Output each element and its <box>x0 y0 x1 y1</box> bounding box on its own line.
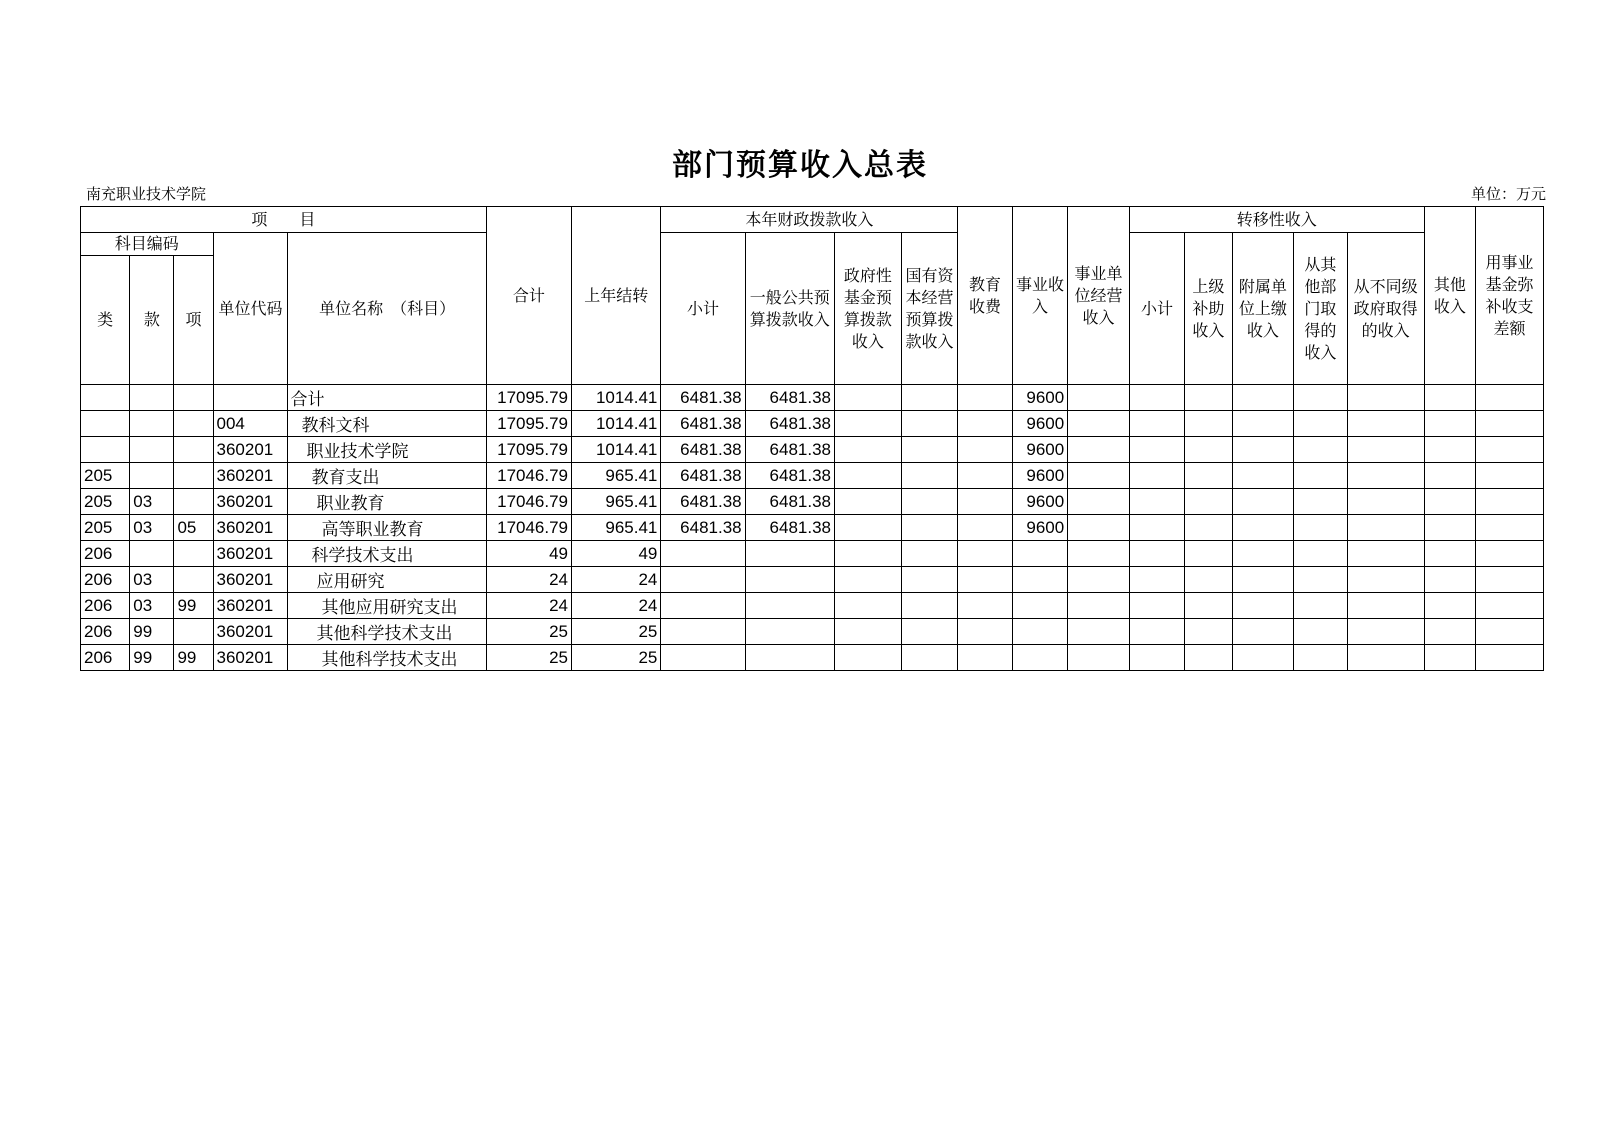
cell-gov <box>835 385 902 411</box>
cell-gov <box>835 593 902 619</box>
cell-tsub <box>1129 541 1184 567</box>
cell-sup <box>1185 385 1232 411</box>
header-other-level-gov: 从不同级政府取得的收入 <box>1347 233 1424 385</box>
cell-gen <box>745 645 834 671</box>
cell-fsub: 6481.38 <box>661 437 745 463</box>
cell-name: 其他应用研究支出 <box>288 593 486 619</box>
cell-gov <box>835 437 902 463</box>
cell-tsub <box>1129 567 1184 593</box>
cell-gov <box>835 463 902 489</box>
table-row <box>81 541 1544 567</box>
cell-total: 24 <box>486 593 571 619</box>
cell-total: 17095.79 <box>486 385 571 411</box>
cell-aff <box>1232 567 1294 593</box>
cell-gen: 6481.38 <box>745 437 834 463</box>
cell-state <box>901 619 958 645</box>
cell-ogov <box>1347 385 1424 411</box>
cell-xiang <box>174 567 213 593</box>
cell-biz: 9600 <box>1012 411 1067 437</box>
cell-other <box>1424 463 1475 489</box>
cell-tsub <box>1129 411 1184 437</box>
cell-carry: 49 <box>572 541 661 567</box>
header-edu-fee: 教育收费 <box>958 207 1012 385</box>
cell-gen: 6481.38 <box>745 463 834 489</box>
cell-edu <box>958 437 1012 463</box>
cell-total: 17046.79 <box>486 515 571 541</box>
table-body <box>81 385 1544 671</box>
cell-carry: 1014.41 <box>572 437 661 463</box>
header-gov-fund: 政府性基金预算拨款收入 <box>835 233 902 385</box>
table-row <box>81 437 1544 463</box>
cell-edu <box>958 385 1012 411</box>
cell-fsub: 6481.38 <box>661 489 745 515</box>
cell-oper <box>1068 411 1130 437</box>
cell-total: 49 <box>486 541 571 567</box>
cell-other <box>1424 593 1475 619</box>
cell-oper <box>1068 489 1130 515</box>
header-business-income: 事业收入 <box>1012 207 1067 385</box>
cell-edu <box>958 489 1012 515</box>
cell-sup <box>1185 567 1232 593</box>
cell-lei: 206 <box>81 541 130 567</box>
cell-odept <box>1294 437 1347 463</box>
cell-odept <box>1294 489 1347 515</box>
cell-fund <box>1476 385 1544 411</box>
cell-kuan <box>130 437 174 463</box>
cell-gov <box>835 411 902 437</box>
cell-code: 360201 <box>213 645 288 671</box>
cell-edu <box>958 567 1012 593</box>
cell-total: 17095.79 <box>486 411 571 437</box>
cell-name: 其他科学技术支出 <box>288 645 486 671</box>
cell-total: 25 <box>486 619 571 645</box>
table-row <box>81 567 1544 593</box>
cell-odept <box>1294 567 1347 593</box>
cell-aff <box>1232 619 1294 645</box>
cell-carry: 965.41 <box>572 489 661 515</box>
cell-gov <box>835 645 902 671</box>
cell-name: 应用研究 <box>288 567 486 593</box>
cell-kuan: 03 <box>130 567 174 593</box>
cell-other <box>1424 385 1475 411</box>
cell-fsub: 6481.38 <box>661 515 745 541</box>
cell-fsub <box>661 541 745 567</box>
cell-tsub <box>1129 489 1184 515</box>
cell-aff <box>1232 541 1294 567</box>
cell-sup <box>1185 541 1232 567</box>
cell-fsub: 6481.38 <box>661 463 745 489</box>
cell-gen <box>745 541 834 567</box>
cell-fund <box>1476 515 1544 541</box>
cell-odept <box>1294 411 1347 437</box>
cell-sup <box>1185 593 1232 619</box>
header-state-capital: 国有资本经营预算拨款收入 <box>901 233 958 385</box>
cell-other <box>1424 645 1475 671</box>
cell-xiang: 99 <box>174 593 213 619</box>
cell-xiang <box>174 619 213 645</box>
header-fiscal-group: 本年财政拨款收入 <box>661 207 958 233</box>
cell-other <box>1424 567 1475 593</box>
cell-kuan: 99 <box>130 619 174 645</box>
cell-code: 360201 <box>213 541 288 567</box>
cell-kuan <box>130 411 174 437</box>
cell-oper <box>1068 437 1130 463</box>
cell-biz <box>1012 645 1067 671</box>
cell-xiang <box>174 463 213 489</box>
table-row <box>81 645 1544 671</box>
table-row <box>81 619 1544 645</box>
cell-total: 24 <box>486 567 571 593</box>
cell-aff <box>1232 593 1294 619</box>
cell-code <box>213 385 288 411</box>
header-kuan: 款 <box>130 256 174 385</box>
cell-biz: 9600 <box>1012 385 1067 411</box>
cell-oper <box>1068 463 1130 489</box>
cell-lei: 205 <box>81 489 130 515</box>
cell-xiang <box>174 489 213 515</box>
cell-name: 职业技术学院 <box>288 437 486 463</box>
cell-name: 高等职业教育 <box>288 515 486 541</box>
cell-total: 17046.79 <box>486 489 571 515</box>
cell-gen <box>745 567 834 593</box>
cell-oper <box>1068 567 1130 593</box>
header-transfer-group: 转移性收入 <box>1129 207 1424 233</box>
cell-kuan: 03 <box>130 593 174 619</box>
cell-gen: 6481.38 <box>745 515 834 541</box>
cell-fund <box>1476 489 1544 515</box>
cell-lei: 205 <box>81 463 130 489</box>
cell-code: 360201 <box>213 619 288 645</box>
cell-carry: 24 <box>572 567 661 593</box>
table-row <box>81 593 1544 619</box>
cell-kuan <box>130 385 174 411</box>
cell-sup <box>1185 619 1232 645</box>
cell-other <box>1424 489 1475 515</box>
cell-oper <box>1068 385 1130 411</box>
cell-gen: 6481.38 <box>745 385 834 411</box>
cell-biz <box>1012 593 1067 619</box>
cell-xiang <box>174 437 213 463</box>
cell-state <box>901 515 958 541</box>
cell-state <box>901 489 958 515</box>
cell-biz: 9600 <box>1012 515 1067 541</box>
cell-other <box>1424 541 1475 567</box>
cell-odept <box>1294 593 1347 619</box>
cell-state <box>901 463 958 489</box>
cell-sup <box>1185 489 1232 515</box>
cell-tsub <box>1129 619 1184 645</box>
cell-state <box>901 567 958 593</box>
cell-gov <box>835 567 902 593</box>
cell-name: 合计 <box>288 385 486 411</box>
cell-gov <box>835 541 902 567</box>
cell-fund <box>1476 463 1544 489</box>
cell-aff <box>1232 489 1294 515</box>
cell-tsub <box>1129 593 1184 619</box>
cell-lei: 206 <box>81 567 130 593</box>
header-carryover: 上年结转 <box>572 207 661 385</box>
cell-kuan: 03 <box>130 489 174 515</box>
cell-gen <box>745 593 834 619</box>
cell-ogov <box>1347 411 1424 437</box>
cell-oper <box>1068 593 1130 619</box>
header-fund-balance: 用事业基金弥补收支差额 <box>1476 207 1544 385</box>
cell-gov <box>835 489 902 515</box>
table-row <box>81 463 1544 489</box>
unit-label: 单位：万元 <box>1470 185 1546 203</box>
cell-xiang <box>174 541 213 567</box>
cell-code: 360201 <box>213 593 288 619</box>
header-other-income: 其他收入 <box>1424 207 1475 385</box>
cell-xiang <box>174 411 213 437</box>
cell-lei: 206 <box>81 645 130 671</box>
cell-oper <box>1068 541 1130 567</box>
cell-sup <box>1185 437 1232 463</box>
header-item: 项 目 <box>81 207 487 233</box>
cell-kuan <box>130 463 174 489</box>
cell-aff <box>1232 385 1294 411</box>
cell-sup <box>1185 411 1232 437</box>
cell-edu <box>958 645 1012 671</box>
cell-gen: 6481.38 <box>745 489 834 515</box>
header-affiliated-payment: 附属单位上缴收入 <box>1232 233 1294 385</box>
budget-income-table <box>80 206 1544 671</box>
cell-kuan: 03 <box>130 515 174 541</box>
cell-fund <box>1476 619 1544 645</box>
header-other-dept: 从其他部门取得的收入 <box>1294 233 1347 385</box>
cell-odept <box>1294 515 1347 541</box>
cell-carry: 1014.41 <box>572 411 661 437</box>
cell-tsub <box>1129 463 1184 489</box>
cell-ogov <box>1347 541 1424 567</box>
cell-other <box>1424 437 1475 463</box>
cell-biz <box>1012 567 1067 593</box>
cell-biz: 9600 <box>1012 489 1067 515</box>
cell-biz <box>1012 619 1067 645</box>
cell-carry: 1014.41 <box>572 385 661 411</box>
table-row <box>81 489 1544 515</box>
cell-aff <box>1232 463 1294 489</box>
cell-fsub <box>661 619 745 645</box>
header-fiscal-subtotal: 小计 <box>661 233 745 385</box>
cell-edu <box>958 463 1012 489</box>
cell-fund <box>1476 541 1544 567</box>
cell-fund <box>1476 411 1544 437</box>
cell-lei: 206 <box>81 619 130 645</box>
table-row <box>81 515 1544 541</box>
cell-state <box>901 645 958 671</box>
cell-lei <box>81 411 130 437</box>
cell-xiang <box>174 385 213 411</box>
cell-total: 17046.79 <box>486 463 571 489</box>
cell-fund <box>1476 645 1544 671</box>
cell-odept <box>1294 541 1347 567</box>
cell-name: 职业教育 <box>288 489 486 515</box>
cell-gen <box>745 619 834 645</box>
cell-xiang: 05 <box>174 515 213 541</box>
cell-total: 17095.79 <box>486 437 571 463</box>
cell-fsub: 6481.38 <box>661 411 745 437</box>
cell-oper <box>1068 515 1130 541</box>
cell-xiang: 99 <box>174 645 213 671</box>
cell-biz: 9600 <box>1012 437 1067 463</box>
cell-gen: 6481.38 <box>745 411 834 437</box>
cell-total: 25 <box>486 645 571 671</box>
cell-fsub: 6481.38 <box>661 385 745 411</box>
cell-aff <box>1232 437 1294 463</box>
header-lei: 类 <box>81 256 130 385</box>
cell-odept <box>1294 645 1347 671</box>
cell-state <box>901 541 958 567</box>
cell-ogov <box>1347 489 1424 515</box>
cell-kuan: 99 <box>130 645 174 671</box>
cell-carry: 965.41 <box>572 463 661 489</box>
cell-ogov <box>1347 515 1424 541</box>
cell-tsub <box>1129 515 1184 541</box>
table-row <box>81 411 1544 437</box>
cell-edu <box>958 411 1012 437</box>
cell-sup <box>1185 463 1232 489</box>
cell-edu <box>958 515 1012 541</box>
organization-name: 南充职业技术学院 <box>86 185 207 203</box>
cell-aff <box>1232 515 1294 541</box>
cell-tsub <box>1129 645 1184 671</box>
cell-ogov <box>1347 463 1424 489</box>
cell-lei <box>81 385 130 411</box>
cell-code: 360201 <box>213 437 288 463</box>
cell-name: 教科文科 <box>288 411 486 437</box>
cell-gov <box>835 515 902 541</box>
cell-sup <box>1185 515 1232 541</box>
cell-edu <box>958 619 1012 645</box>
cell-state <box>901 437 958 463</box>
cell-aff <box>1232 645 1294 671</box>
header-unit-name: 单位名称 （科目） <box>288 233 486 385</box>
cell-odept <box>1294 619 1347 645</box>
cell-fsub <box>661 567 745 593</box>
cell-edu <box>958 593 1012 619</box>
cell-state <box>901 411 958 437</box>
cell-code: 004 <box>213 411 288 437</box>
cell-code: 360201 <box>213 567 288 593</box>
cell-code: 360201 <box>213 463 288 489</box>
cell-tsub <box>1129 437 1184 463</box>
cell-lei <box>81 437 130 463</box>
cell-fsub <box>661 593 745 619</box>
table-row <box>81 385 1544 411</box>
cell-ogov <box>1347 593 1424 619</box>
cell-odept <box>1294 463 1347 489</box>
cell-sup <box>1185 645 1232 671</box>
cell-tsub <box>1129 385 1184 411</box>
cell-name: 科学技术支出 <box>288 541 486 567</box>
cell-oper <box>1068 645 1130 671</box>
header-superior-subsidy: 上级补助收入 <box>1185 233 1232 385</box>
cell-lei: 205 <box>81 515 130 541</box>
header-total: 合计 <box>486 207 571 385</box>
cell-state <box>901 593 958 619</box>
cell-other <box>1424 619 1475 645</box>
cell-lei: 206 <box>81 593 130 619</box>
cell-ogov <box>1347 437 1424 463</box>
header-subject-code: 科目编码 <box>81 233 214 256</box>
cell-name: 教育支出 <box>288 463 486 489</box>
cell-fund <box>1476 437 1544 463</box>
cell-ogov <box>1347 567 1424 593</box>
cell-other <box>1424 411 1475 437</box>
cell-biz: 9600 <box>1012 463 1067 489</box>
cell-ogov <box>1347 645 1424 671</box>
cell-fsub <box>661 645 745 671</box>
cell-name: 其他科学技术支出 <box>288 619 486 645</box>
cell-kuan <box>130 541 174 567</box>
cell-biz <box>1012 541 1067 567</box>
cell-carry: 24 <box>572 593 661 619</box>
cell-aff <box>1232 411 1294 437</box>
cell-code: 360201 <box>213 515 288 541</box>
cell-carry: 25 <box>572 619 661 645</box>
header-transfer-subtotal: 小计 <box>1129 233 1184 385</box>
cell-fund <box>1476 593 1544 619</box>
cell-edu <box>958 541 1012 567</box>
page-title: 部门预算收入总表 <box>672 148 928 183</box>
cell-carry: 25 <box>572 645 661 671</box>
header-xiang: 项 <box>174 256 213 385</box>
cell-carry: 965.41 <box>572 515 661 541</box>
cell-gov <box>835 619 902 645</box>
header-operating-income: 事业单位经营收入 <box>1068 207 1130 385</box>
header-general-budget: 一般公共预算拨款收入 <box>745 233 834 385</box>
header-unit-code: 单位代码 <box>213 233 288 385</box>
cell-state <box>901 385 958 411</box>
cell-oper <box>1068 619 1130 645</box>
cell-odept <box>1294 385 1347 411</box>
cell-code: 360201 <box>213 489 288 515</box>
cell-ogov <box>1347 619 1424 645</box>
cell-fund <box>1476 567 1544 593</box>
cell-other <box>1424 515 1475 541</box>
